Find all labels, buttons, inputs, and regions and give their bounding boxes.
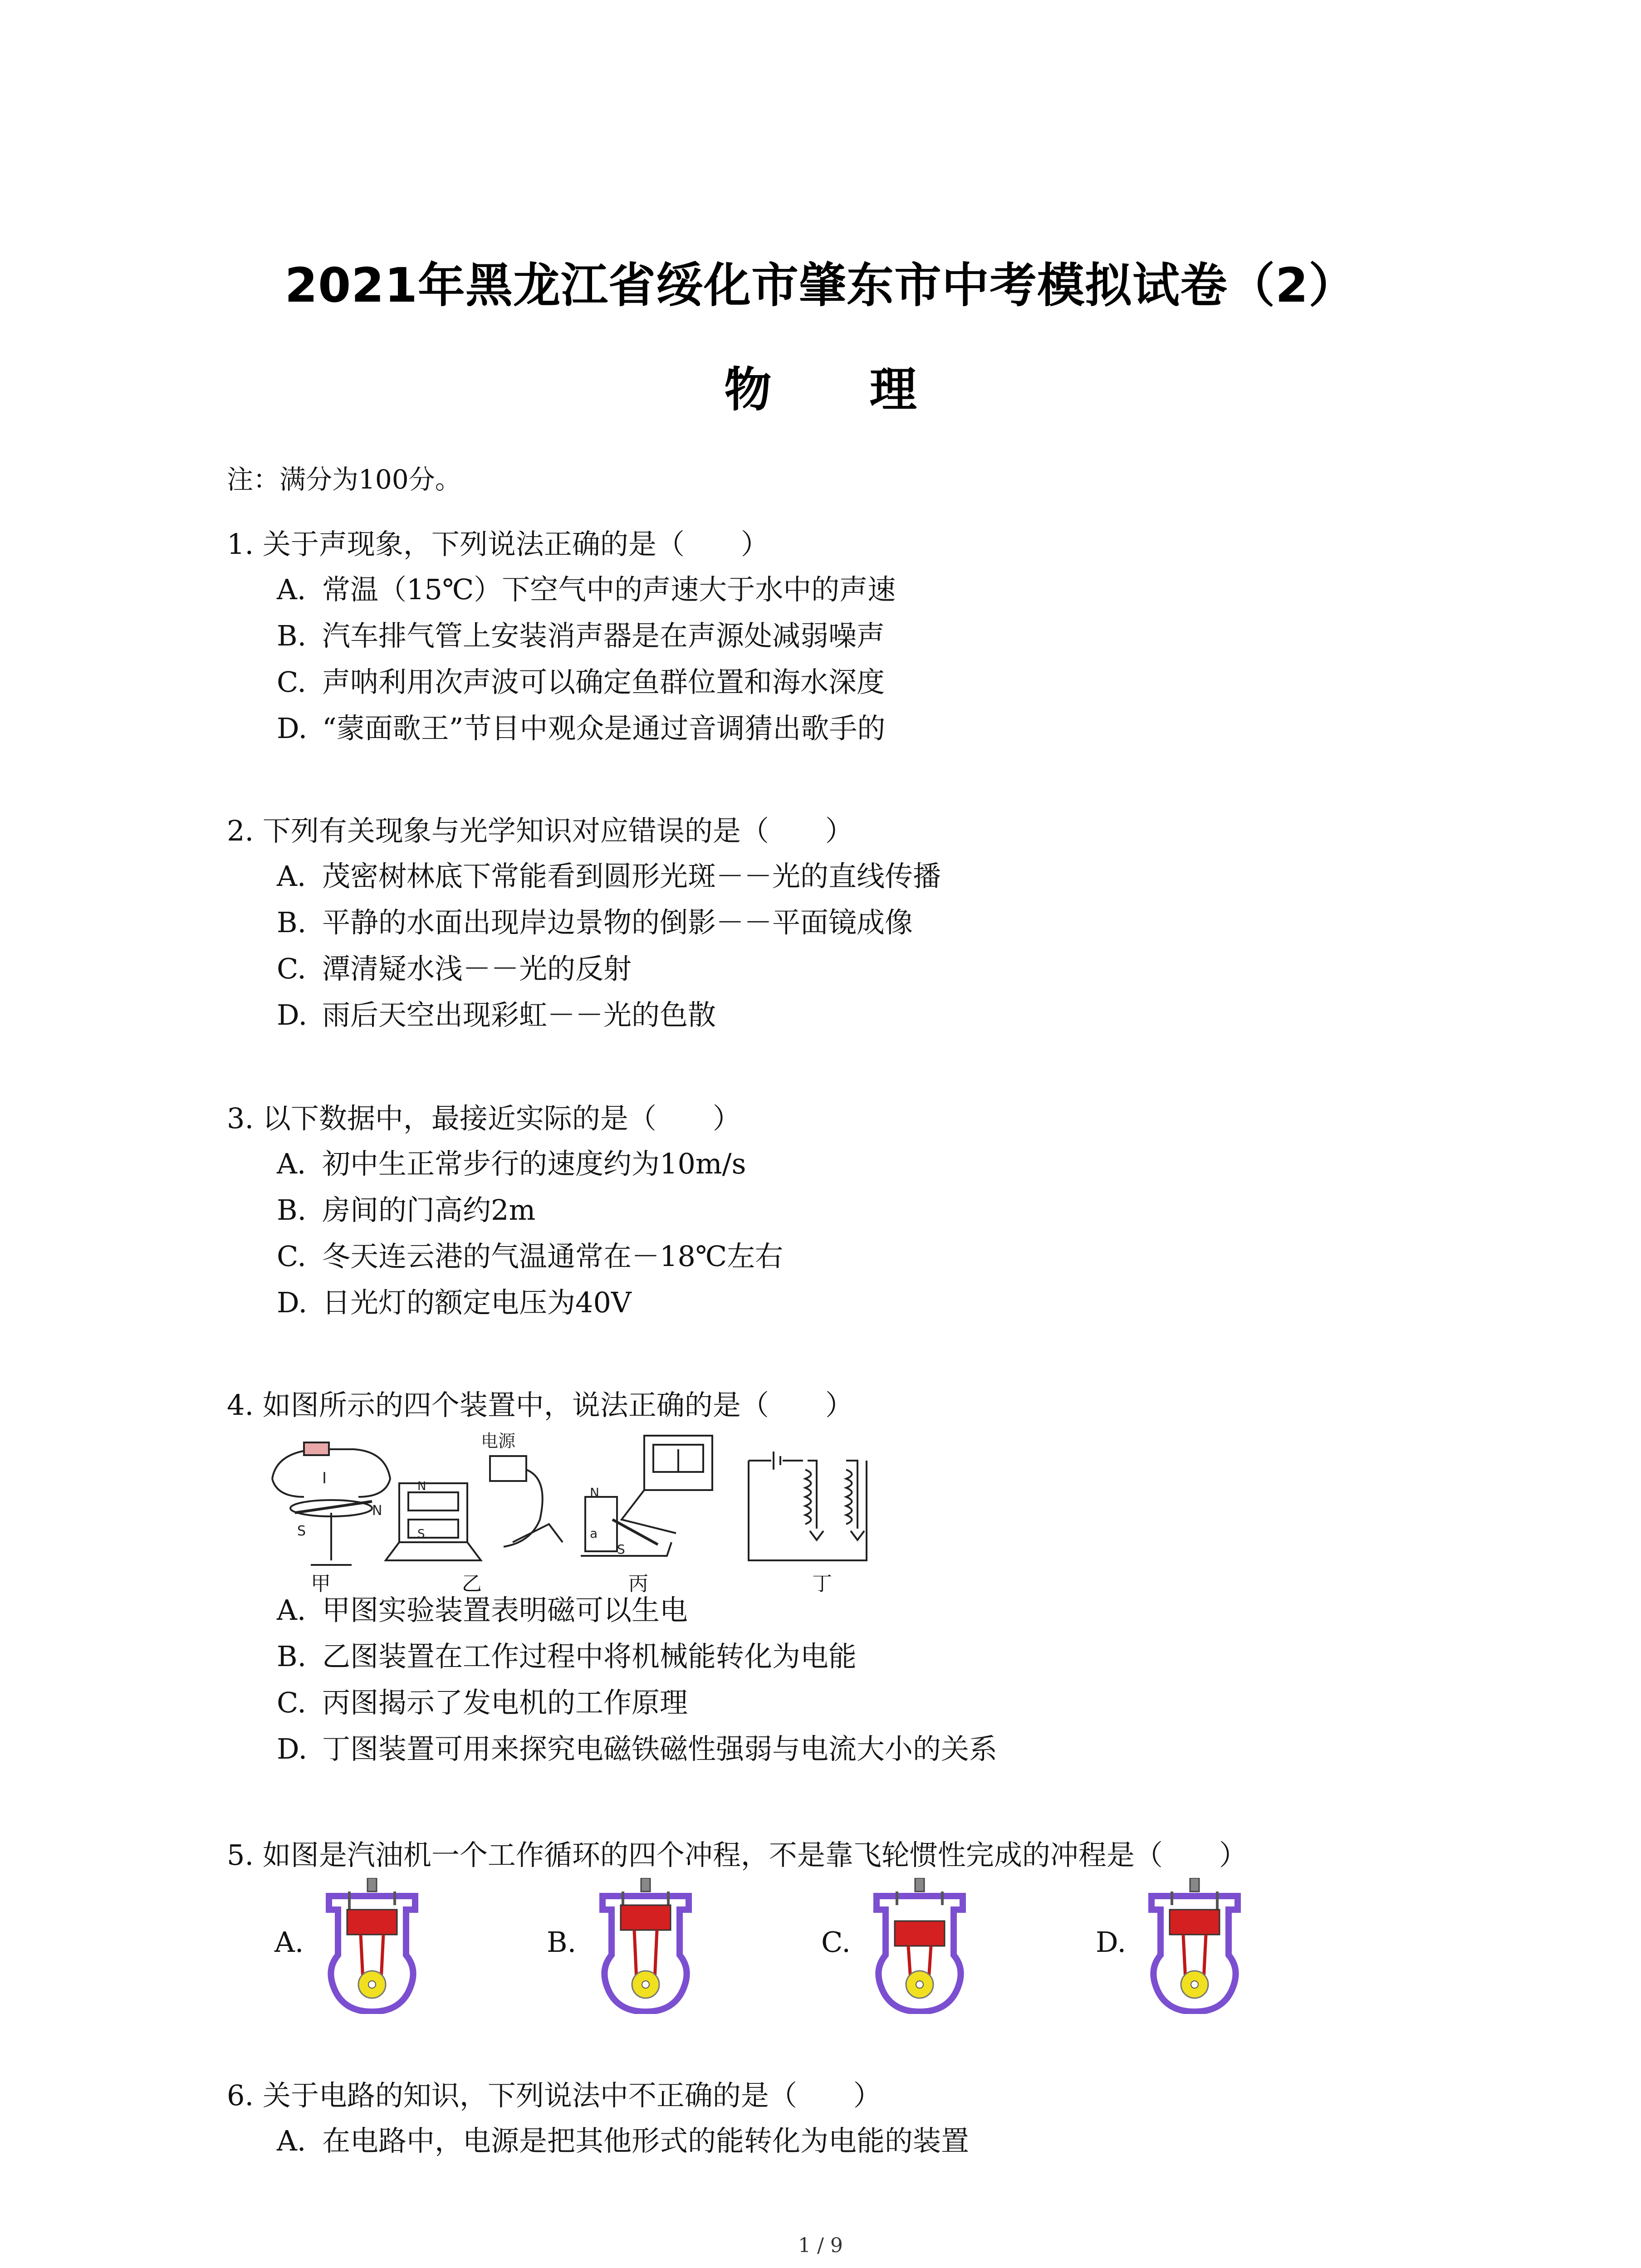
option-letter: D. [277, 998, 308, 1031]
engine-option-a: A. [274, 1926, 304, 1959]
south-label: S [617, 1542, 625, 1557]
north-label: N [417, 1480, 426, 1493]
question-5 [227, 1833, 1247, 1873]
question-stem: 2. 下列有关现象与光学知识对应错误的是（ ） [227, 814, 853, 847]
option-d [277, 992, 716, 1033]
engine-option-c: C. [821, 1926, 851, 1959]
option-text: 茂密树林底下常能看到圆形光斑－－光的直线传播 [322, 860, 941, 893]
figure-jia-oersted [272, 1442, 390, 1565]
engine-diagram-b [593, 1878, 698, 2014]
option-text: 声呐利用次声波可以确定鱼群位置和海水深度 [322, 665, 885, 699]
option-b [277, 613, 885, 654]
option-text: 乙图装置在工作过程中将机械能转化为电能 [322, 1640, 857, 1673]
subject-title: 物 理 [724, 362, 958, 417]
power-supply-label: 电源 [481, 1431, 516, 1451]
current-label: I [322, 1469, 327, 1487]
option-text: 雨后天空出现彩虹－－光的色散 [322, 998, 716, 1031]
option-text: 丁图装置可用来探究电磁铁磁性强弱与电流大小的关系 [322, 1732, 998, 1765]
option-letter: B. [277, 906, 307, 939]
question-4 [227, 1383, 853, 1423]
score-note: 注：满分为100分。 [227, 464, 461, 495]
option-letter: C. [277, 952, 306, 985]
question-2 [227, 808, 941, 1031]
option-letter: B. [277, 1640, 307, 1673]
option-text: “蒙面歌王”节目中观众是通过音调猜出歌手的 [322, 712, 886, 745]
question-stem: 5. 如图是汽油机一个工作循环的四个冲程，不是靠飞轮惯性完成的冲程是（ ） [227, 1838, 1247, 1872]
engine-diagram-a [320, 1878, 424, 2014]
option-d [277, 1726, 997, 1767]
option-a [277, 854, 941, 894]
option-text: 汽车排气管上安装消声器是在声源处减弱噪声 [322, 619, 885, 652]
option-b [277, 1188, 535, 1228]
option-c [277, 1680, 688, 1721]
question-1 [227, 522, 896, 745]
option-letter: C. [277, 1686, 306, 1719]
conductor-a-label: a [590, 1526, 598, 1541]
option-text: 日光灯的额定电压为40V [322, 1286, 632, 1319]
figure-ding-electromagnet [749, 1452, 867, 1560]
option-text: 甲图实验装置表明磁可以生电 [322, 1593, 688, 1627]
option-text: 房间的门高约2m [322, 1193, 536, 1227]
option-letter: A. [277, 1593, 306, 1627]
engine-diagram-c [867, 1878, 972, 2014]
option-b [277, 900, 913, 940]
south-label: S [417, 1527, 425, 1541]
option-letter: D. [277, 1732, 308, 1765]
option-letter: A. [277, 860, 306, 893]
option-letter: A. [277, 2124, 306, 2157]
option-text: 丙图揭示了发电机的工作原理 [322, 1686, 688, 1719]
option-c [277, 660, 885, 700]
question-6 [227, 2073, 970, 2157]
option-text: 在电路中，电源是把其他形式的能转化为电能的装置 [322, 2124, 970, 2157]
option-text: 冬天连云港的气温通常在－18℃左右 [322, 1240, 784, 1273]
option-letter: D. [277, 712, 308, 745]
option-letter: C. [277, 665, 306, 699]
option-d [277, 706, 885, 746]
south-label: S [297, 1523, 306, 1539]
option-letter: A. [277, 573, 306, 606]
engine-diagram-d [1142, 1878, 1247, 2014]
north-label: N [372, 1503, 382, 1519]
question-3 [227, 1096, 784, 1319]
option-letter: A. [277, 1147, 306, 1180]
figure-label-jia: 甲 [311, 1572, 331, 1595]
north-label: N [590, 1485, 599, 1500]
figure-label-bing: 丙 [628, 1572, 648, 1595]
option-c [277, 1234, 783, 1274]
option-text: 常温（15℃）下空气中的声速大于水中的声速 [322, 573, 896, 606]
option-d [277, 1280, 632, 1320]
figure-label-yi: 乙 [462, 1572, 482, 1595]
engine-option-d: D. [1096, 1926, 1127, 1959]
option-b [277, 1634, 857, 1674]
page-number: 1 / 9 [798, 2234, 843, 2257]
option-text: 潭清疑水浅－－光的反射 [322, 952, 632, 985]
option-a [277, 2118, 969, 2159]
option-a [277, 567, 896, 607]
option-text: 初中生正常步行的速度约为10m/s [322, 1147, 746, 1180]
figure-yi-motor [386, 1431, 563, 1560]
question-stem: 6. 关于电路的知识，下列说法中不正确的是（ ） [227, 2079, 882, 2112]
option-text: 平静的水面出现岸边景物的倒影－－平面镜成像 [322, 906, 913, 939]
document-title: 2021年黑龙江省绥化市肇东市中考模拟试卷（2） [284, 258, 1357, 313]
engine-option-b: B. [547, 1926, 577, 1959]
figure-bing-galvanometer [581, 1436, 712, 1557]
question-stem: 4. 如图所示的四个装置中，说法正确的是（ ） [227, 1388, 853, 1422]
option-c [277, 946, 632, 987]
question-stem: 1. 关于声现象，下列说法正确的是（ ） [227, 528, 769, 561]
option-letter: C. [277, 1240, 306, 1273]
option-letter: D. [277, 1286, 308, 1319]
figure-label-ding: 丁 [812, 1572, 832, 1595]
question-stem: 3. 以下数据中，最接近实际的是（ ） [227, 1102, 741, 1135]
option-letter: B. [277, 1193, 307, 1227]
option-a [277, 1588, 688, 1628]
option-a [277, 1141, 746, 1182]
option-letter: B. [277, 619, 307, 652]
apparatus-figure [268, 1429, 889, 1592]
